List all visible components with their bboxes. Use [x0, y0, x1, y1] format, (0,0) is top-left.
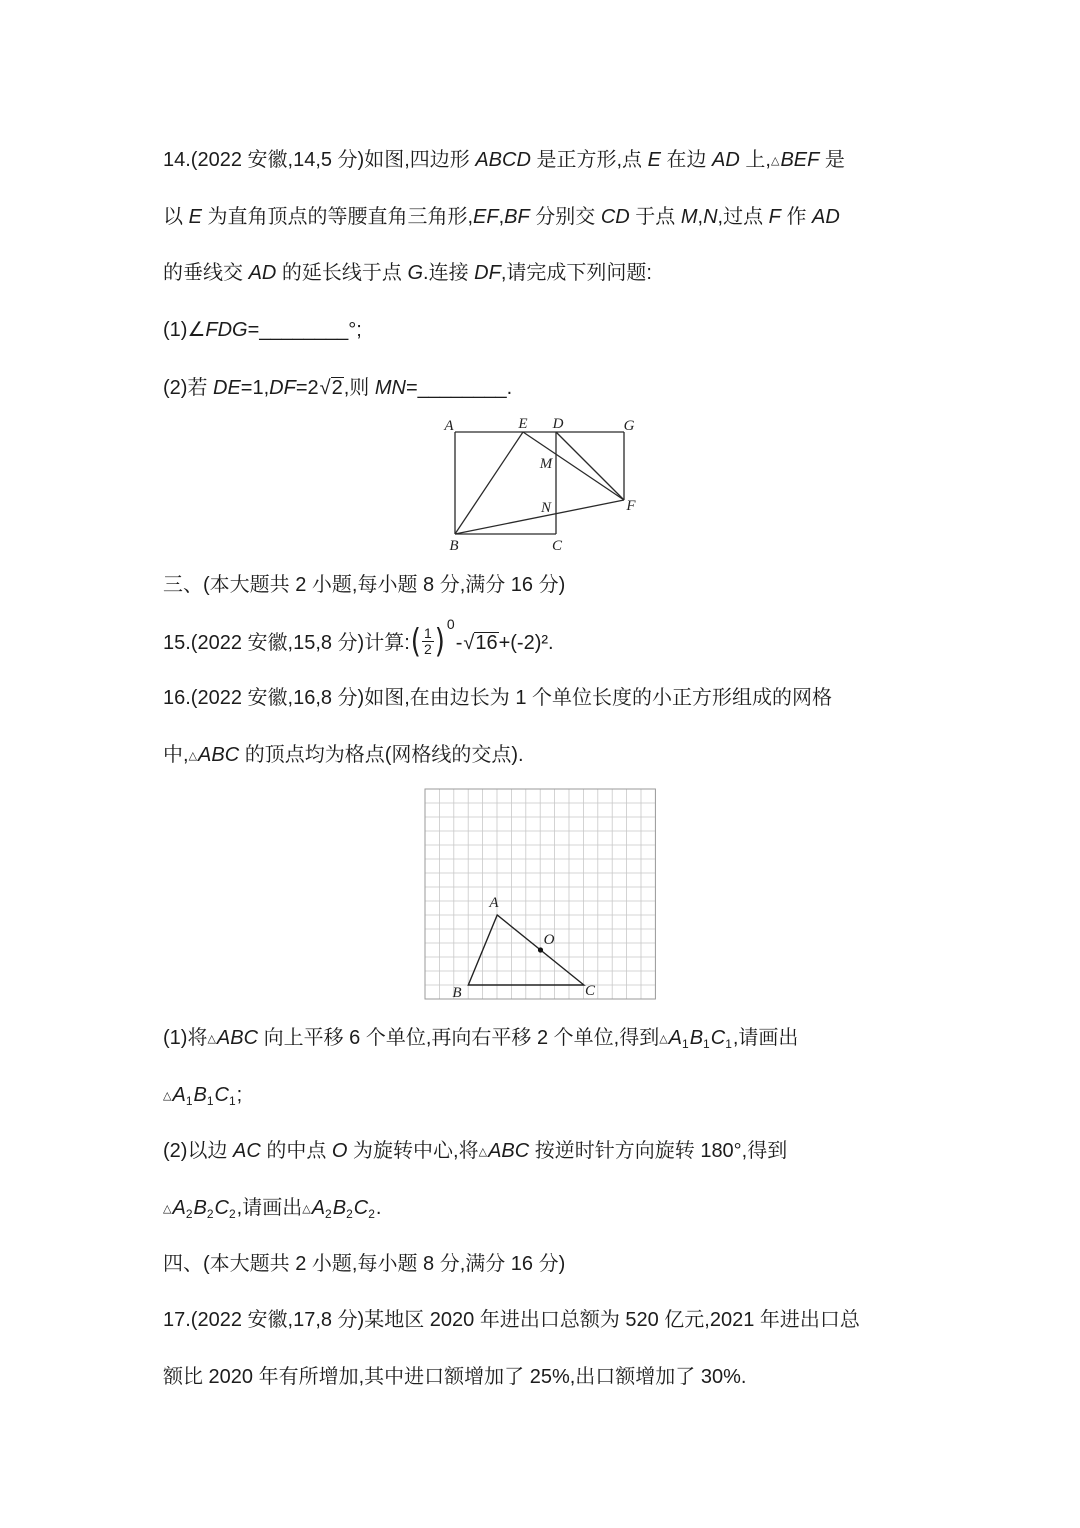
subscript: 1 [703, 1037, 710, 1051]
text-run: 是正方形,点 [530, 149, 648, 171]
math-variable: B [332, 1197, 347, 1219]
text-run: ,过点 [717, 206, 769, 228]
q14-line-1 [163, 144, 845, 176]
math-variable: AD [248, 262, 277, 284]
math-variable: MN [374, 377, 406, 399]
triangle-symbol: △ [163, 1202, 172, 1215]
triangle-symbol: △ [659, 1032, 668, 1045]
math-variable: ABC [488, 1140, 530, 1162]
segment-BF [455, 500, 624, 534]
math-variable: AD [812, 206, 840, 228]
text-run: =________. [405, 377, 513, 399]
text-run: 为旋转中心,将 [347, 1140, 479, 1162]
close-paren: ) [434, 622, 445, 661]
denominator: 2 [423, 641, 432, 658]
text-run: 14.(2022 安徽,14,5 分)如图,四边形 [163, 149, 476, 171]
math-variable: M [680, 206, 698, 228]
math-variable: B [193, 1197, 207, 1219]
math-variable: DF [269, 377, 296, 399]
text-run: 的中点 [260, 1140, 332, 1162]
label-C: C [551, 538, 563, 554]
subscript: 2 [325, 1207, 332, 1221]
label-A: A [489, 895, 499, 911]
q16-part-2-line-2 [163, 1192, 381, 1224]
text-run: 作 [780, 206, 813, 228]
label-A: A [444, 418, 454, 434]
section-4-heading: 四、(本大题共 2 小题,每小题 8 分,满分 16 分) [163, 1253, 566, 1275]
math-variable: C [214, 1084, 229, 1106]
text-run: (2)若 [163, 377, 213, 399]
text-run: 中, [163, 744, 189, 766]
text-run: (1)∠ [163, 319, 206, 341]
subscript: 2 [228, 1207, 236, 1221]
label-E: E [518, 416, 528, 432]
triangle-symbol: △ [163, 1089, 172, 1102]
text-run: 是 [819, 149, 845, 171]
triangle-symbol: △ [770, 154, 780, 167]
math-variable: BF [504, 206, 530, 228]
label-C: C [584, 983, 596, 999]
math-variable: A [311, 1197, 326, 1219]
text-run: 按逆时针方向旋转 180°,得到 [529, 1140, 788, 1162]
q14-part-1 [163, 314, 362, 346]
label-G: G [623, 418, 635, 434]
text-run: (1)将 [163, 1027, 208, 1049]
q14-line-2 [163, 201, 840, 233]
subscript: 2 [346, 1207, 353, 1221]
label-D: D [552, 416, 564, 432]
subscript: 1 [185, 1094, 193, 1108]
text-run: 为直角顶点的等腰直角三角形, [201, 206, 474, 228]
text-run: 于点 [629, 206, 681, 228]
triangle-symbol: △ [207, 1032, 216, 1045]
text-run: 的顶点均为格点(网格线的交点). [239, 744, 524, 766]
text-run: 在边 [660, 149, 713, 171]
text-run: 以 [163, 206, 189, 228]
math-variable: N [703, 206, 718, 228]
q16-line-2 [163, 739, 524, 771]
math-variable: AC [233, 1140, 261, 1162]
triangle-symbol: △ [302, 1202, 311, 1215]
radicand: 2 [331, 377, 343, 399]
open-paren: ( [410, 622, 421, 661]
math-variable: B [193, 1084, 207, 1106]
q16-part-2-line-1 [163, 1135, 787, 1167]
math-variable: FDG [205, 319, 248, 341]
math-variable: A [172, 1197, 186, 1219]
fraction [422, 626, 434, 657]
segment-EF [523, 432, 624, 500]
math-variable: G [407, 262, 424, 284]
square-root [462, 632, 498, 654]
math-variable: C [710, 1027, 726, 1049]
q15-prefix: 15.(2022 安徽,15,8 分)计算: [163, 632, 410, 654]
square-root [319, 377, 344, 399]
math-variable: DE [213, 377, 241, 399]
text-run: =2 [295, 377, 319, 399]
math-variable: O [331, 1140, 348, 1162]
grid-figure [420, 783, 662, 1005]
label-B: B [452, 985, 462, 1001]
q16-line-1 [163, 682, 832, 714]
text-run: . [375, 1197, 382, 1219]
math-variable: ABCD [475, 149, 531, 171]
section-3-heading: 三、(本大题共 2 小题,每小题 8 分,满分 16 分) [163, 574, 566, 596]
math-variable: CD [600, 206, 630, 228]
math-variable: EF [473, 206, 499, 228]
text-run: ,请画出 [732, 1027, 799, 1049]
q17-line-2 [163, 1361, 746, 1393]
q14-part-2 [163, 372, 512, 404]
segment-DF [556, 432, 624, 500]
text-run: 上, [739, 149, 771, 171]
label-N: N [540, 500, 552, 516]
point-O [538, 947, 543, 952]
subscript: 2 [206, 1207, 214, 1221]
text-run: 17.(2022 安徽,17,8 分)某地区 2020 年进出口总额为 520 亿元,2021 年进出口总 [163, 1309, 860, 1331]
text-run: ,请画出 [236, 1197, 303, 1219]
math-variable: E [188, 206, 202, 228]
subscript: 1 [228, 1094, 236, 1108]
grid-lines [425, 789, 655, 999]
text-run: =1, [240, 377, 270, 399]
triangle-symbol: △ [188, 749, 198, 762]
square-figure [430, 410, 650, 560]
radicand: 16 [475, 632, 498, 654]
math-variable: DF [474, 262, 501, 284]
subscript: 1 [206, 1094, 214, 1108]
text-run: 额比 2020 年有所增加,其中进口额增加了 25%,出口额增加了 30%. [163, 1366, 747, 1388]
text-run: 的垂线交 [163, 262, 249, 284]
math-variable: B [689, 1027, 704, 1049]
text-run: (2)以边 [163, 1140, 233, 1162]
subscript: 2 [185, 1207, 193, 1221]
math-variable: AD [712, 149, 740, 171]
label-O: O [543, 932, 555, 948]
q16-part-1-line-1 [163, 1022, 798, 1054]
minus-sign: - [455, 632, 463, 654]
math-variable: F [768, 206, 781, 228]
math-variable: A [172, 1084, 186, 1106]
text-run: 向上平移 6 个单位,再向右平移 2 个单位,得到 [258, 1027, 660, 1049]
label-F: F [626, 498, 636, 514]
text-run: ,请完成下列问题: [500, 262, 652, 284]
math-variable: A [668, 1027, 683, 1049]
q14-line-3 [163, 257, 652, 289]
math-variable: C [353, 1197, 369, 1219]
subscript: 1 [725, 1037, 732, 1051]
text-run: =________°; [247, 319, 362, 341]
math-variable: ABC [198, 744, 240, 766]
segment-EB [455, 432, 523, 534]
text-run: ; [236, 1084, 243, 1106]
q16-part-1-line-2 [163, 1079, 242, 1111]
text-run: 16.(2022 安徽,16,8 分)如图,在由边长为 1 个单位长度的小正方形组成的网格 [163, 687, 833, 709]
q17-line-1 [163, 1304, 860, 1336]
subscript: 2 [368, 1207, 375, 1221]
question-15 [163, 615, 554, 665]
text-run: 的延长线于点 [276, 262, 408, 284]
triangle-symbol: △ [478, 1145, 488, 1158]
text-run: .连接 [423, 262, 475, 284]
q15-tail: +(-2)². [498, 632, 554, 654]
subscript: 1 [682, 1037, 689, 1051]
numerator: 1 [423, 625, 432, 642]
fraction-power [410, 615, 455, 661]
label-B: B [449, 538, 459, 554]
math-variable: BEF [780, 149, 820, 171]
text-run: ,则 [343, 377, 375, 399]
math-variable: ABC [216, 1027, 259, 1049]
text-run: , [697, 206, 704, 228]
text-run: , [498, 206, 505, 228]
label-M: M [539, 456, 553, 472]
math-variable: E [647, 149, 661, 171]
text-run: 分别交 [529, 206, 601, 228]
math-variable: C [214, 1197, 229, 1219]
exponent: 0 [446, 615, 455, 632]
